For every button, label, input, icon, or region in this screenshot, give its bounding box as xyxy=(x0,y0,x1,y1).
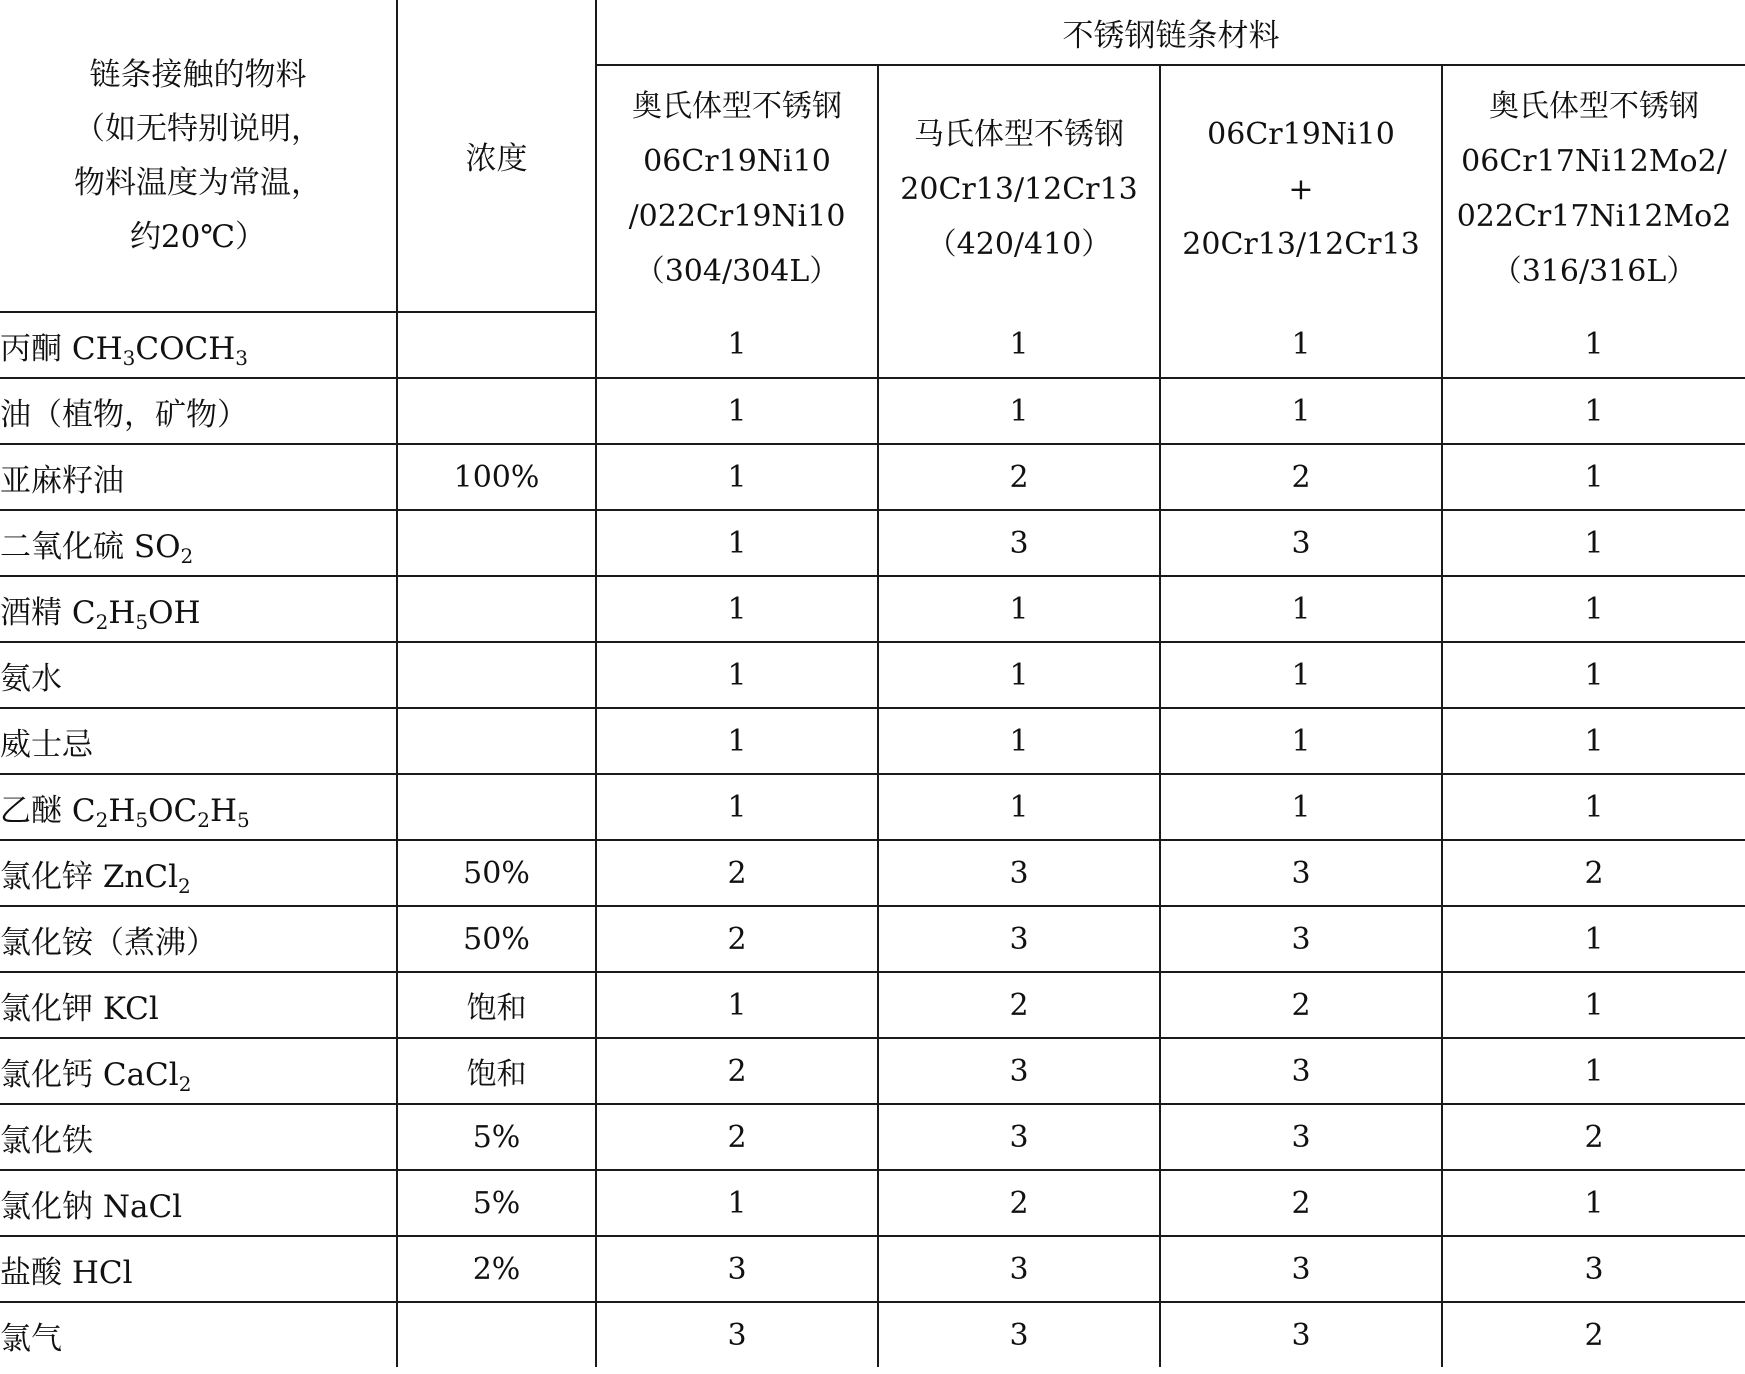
rating-cell: 2 xyxy=(1442,1302,1745,1367)
formula-subscript: 2 xyxy=(95,807,109,832)
rating-cell: 1 xyxy=(878,774,1160,840)
header-col-line: 06Cr17Ni12Mo2/ xyxy=(1461,144,1727,179)
rating-cell: 3 xyxy=(1160,1104,1442,1170)
material-text: 二氧化硫 SO xyxy=(0,528,181,565)
concentration-cell xyxy=(397,1302,596,1367)
header-col-line: 022Cr17Ni12Mo2 xyxy=(1456,199,1732,234)
material-cell xyxy=(0,510,397,576)
table-row xyxy=(0,1170,1745,1236)
rating-cell: 1 xyxy=(1442,1038,1745,1104)
rating-cell: 3 xyxy=(1442,1236,1745,1302)
material-text: OH xyxy=(148,594,201,631)
table-row xyxy=(0,1302,1745,1367)
rating-cell: 1 xyxy=(1442,444,1745,510)
rating-cell: 3 xyxy=(878,1236,1160,1302)
formula-subscript: 3 xyxy=(235,345,248,370)
rating-cell: 1 xyxy=(878,642,1160,708)
rating-cell: 1 xyxy=(1442,774,1745,840)
rating-cell: 3 xyxy=(1160,1302,1442,1367)
rating-cell: 1 xyxy=(1442,312,1745,378)
formula-subscript: 3 xyxy=(122,345,136,370)
material-cell xyxy=(0,1302,397,1367)
rating-cell: 3 xyxy=(1160,1236,1442,1302)
material-text: 油（植物，矿物） xyxy=(0,396,248,433)
rating-cell: 1 xyxy=(1160,708,1442,774)
table-row xyxy=(0,906,1745,972)
rating-cell: 1 xyxy=(1442,510,1745,576)
material-text: 威士忌 xyxy=(0,726,93,763)
table-row xyxy=(0,510,1745,576)
rating-cell: 2 xyxy=(1160,1170,1442,1236)
rating-cell: 1 xyxy=(1442,708,1745,774)
rating-cell: 3 xyxy=(878,1302,1160,1367)
rating-cell: 2 xyxy=(1160,444,1442,510)
material-cell xyxy=(0,1236,397,1302)
rating-cell: 2 xyxy=(878,972,1160,1038)
rating-cell: 1 xyxy=(1160,774,1442,840)
formula-subscript: 5 xyxy=(135,609,149,634)
rating-cell: 1 xyxy=(1442,642,1745,708)
header-col-line: /022Cr19Ni10 xyxy=(628,199,846,234)
rating-cell: 2 xyxy=(878,444,1160,510)
rating-cell: 1 xyxy=(1160,642,1442,708)
concentration-cell xyxy=(397,708,596,774)
material-text: 氯气 xyxy=(0,1320,62,1357)
concentration-cell: 2% xyxy=(397,1236,596,1302)
material-text: 氯化铵（煮沸） xyxy=(0,924,217,961)
formula-subscript: 2 xyxy=(180,543,194,568)
header-col-line: 06Cr19Ni10 xyxy=(643,144,831,179)
concentration-cell: 100% xyxy=(397,444,596,510)
rating-cell: 1 xyxy=(596,972,878,1038)
rating-cell: 1 xyxy=(1442,972,1745,1038)
header-stainless-group: 不锈钢链条材料 xyxy=(596,0,1745,65)
material-cell xyxy=(0,378,397,444)
rating-cell: 1 xyxy=(596,510,878,576)
table-row xyxy=(0,1038,1745,1104)
material-text: 亚麻籽油 xyxy=(0,462,124,499)
rating-cell: 3 xyxy=(596,1236,878,1302)
material-text: 氯化铁 xyxy=(0,1122,93,1159)
header-col-304 xyxy=(596,65,878,312)
rating-cell: 1 xyxy=(596,708,878,774)
rating-cell: 1 xyxy=(596,1170,878,1236)
concentration-cell xyxy=(397,378,596,444)
material-text: 酒精 C xyxy=(0,594,96,631)
rating-cell: 1 xyxy=(596,378,878,444)
rating-cell: 2 xyxy=(596,906,878,972)
rating-cell: 3 xyxy=(1160,1038,1442,1104)
table-row xyxy=(0,972,1745,1038)
concentration-cell xyxy=(397,510,596,576)
material-text: H xyxy=(108,594,136,631)
formula-subscript: 2 xyxy=(95,609,109,634)
rating-cell: 2 xyxy=(878,1170,1160,1236)
header-material-line: 约20℃） xyxy=(129,218,267,255)
material-text: 乙醚 C xyxy=(0,792,96,829)
concentration-cell xyxy=(397,312,596,378)
material-text: 氯化钾 KCl xyxy=(0,990,159,1027)
material-cell xyxy=(0,576,397,642)
material-cell xyxy=(0,1104,397,1170)
rating-cell: 1 xyxy=(878,312,1160,378)
formula-subscript: 2 xyxy=(178,873,191,898)
material-cell xyxy=(0,1170,397,1236)
table-row xyxy=(0,378,1745,444)
rating-cell: 2 xyxy=(1160,972,1442,1038)
rating-cell: 2 xyxy=(596,1038,878,1104)
header-material xyxy=(0,0,397,312)
material-text: 氯化锌 ZnCl xyxy=(0,858,178,895)
material-cell xyxy=(0,444,397,510)
material-cell xyxy=(0,840,397,906)
concentration-cell: 饱和 xyxy=(397,972,596,1038)
rating-cell: 3 xyxy=(878,510,1160,576)
rating-cell: 1 xyxy=(1160,378,1442,444)
material-cell xyxy=(0,1038,397,1104)
rating-cell: 1 xyxy=(1442,378,1745,444)
concentration-cell xyxy=(397,576,596,642)
material-cell xyxy=(0,774,397,840)
header-col-line: （304/304L） xyxy=(634,254,840,289)
material-cell xyxy=(0,312,397,378)
concentration-cell: 饱和 xyxy=(397,1038,596,1104)
concentration-cell xyxy=(397,642,596,708)
header-material-line: 链条接触的物料 xyxy=(89,56,307,93)
rating-cell: 3 xyxy=(1160,510,1442,576)
formula-subscript: 5 xyxy=(135,807,149,832)
header-material-line: 物料温度为常温， xyxy=(74,164,322,201)
rating-cell: 1 xyxy=(1442,906,1745,972)
formula-subscript: 5 xyxy=(237,807,250,832)
material-cell xyxy=(0,708,397,774)
header-col-420 xyxy=(878,65,1160,312)
material-text: 氯化钠 NaCl xyxy=(0,1188,183,1225)
material-text: 氯化钙 CaCl xyxy=(0,1056,179,1093)
header-concentration: 浓度 xyxy=(397,0,596,312)
material-text: 丙酮 CH xyxy=(0,330,123,367)
rating-cell: 3 xyxy=(878,840,1160,906)
rating-cell: 2 xyxy=(1442,1104,1745,1170)
rating-cell: 1 xyxy=(1160,312,1442,378)
table-row xyxy=(0,444,1745,510)
header-col-line: 奥氏体型不锈钢 xyxy=(632,89,842,124)
table-row xyxy=(0,312,1745,378)
concentration-cell: 5% xyxy=(397,1170,596,1236)
rating-cell: 3 xyxy=(878,906,1160,972)
table-row xyxy=(0,840,1745,906)
material-cell xyxy=(0,906,397,972)
rating-cell: 1 xyxy=(878,708,1160,774)
table-row xyxy=(0,1104,1745,1170)
header-col-line: 奥氏体型不锈钢 xyxy=(1489,89,1699,124)
rating-cell: 1 xyxy=(878,378,1160,444)
table-row xyxy=(0,774,1745,840)
material-cell xyxy=(0,972,397,1038)
concentration-cell: 50% xyxy=(397,840,596,906)
rating-cell: 3 xyxy=(1160,840,1442,906)
material-text: H xyxy=(108,792,136,829)
table-row xyxy=(0,576,1745,642)
concentration-cell xyxy=(397,774,596,840)
rating-cell: 3 xyxy=(596,1302,878,1367)
table-row xyxy=(0,642,1745,708)
rating-cell: 1 xyxy=(596,774,878,840)
table-body xyxy=(0,312,1745,1367)
rating-cell: 3 xyxy=(878,1104,1160,1170)
header-material-line: （如无特别说明， xyxy=(74,110,322,147)
rating-cell: 1 xyxy=(1160,576,1442,642)
table-row xyxy=(0,708,1745,774)
header-row-top xyxy=(0,0,1745,65)
formula-subscript: 2 xyxy=(197,807,210,832)
header-col-combined xyxy=(1160,65,1442,312)
material-text: 氨水 xyxy=(0,660,62,697)
material-text: OC xyxy=(148,792,198,829)
rating-cell: 2 xyxy=(1442,840,1745,906)
rating-cell: 2 xyxy=(596,1104,878,1170)
table-row xyxy=(0,1236,1745,1302)
header-col-line: 20Cr13/12Cr13 xyxy=(1182,226,1420,262)
header-col-316 xyxy=(1442,65,1745,312)
formula-subscript: 2 xyxy=(178,1071,192,1096)
rating-cell: 1 xyxy=(596,312,878,378)
material-text: 盐酸 HCl xyxy=(0,1254,133,1291)
rating-cell: 1 xyxy=(1442,576,1745,642)
concentration-cell: 50% xyxy=(397,906,596,972)
rating-cell: 1 xyxy=(596,642,878,708)
header-col-line: 06Cr19Ni10 xyxy=(1207,116,1395,152)
rating-cell: 2 xyxy=(596,840,878,906)
rating-cell: 1 xyxy=(878,576,1160,642)
concentration-cell: 5% xyxy=(397,1104,596,1170)
header-col-line: （316/316L） xyxy=(1491,254,1697,289)
rating-cell: 1 xyxy=(596,576,878,642)
header-col-line: 马氏体型不锈钢 xyxy=(914,116,1124,152)
material-cell xyxy=(0,642,397,708)
rating-cell: 3 xyxy=(878,1038,1160,1104)
rating-cell: 1 xyxy=(596,444,878,510)
header-col-line: + xyxy=(1288,171,1314,207)
rating-cell: 3 xyxy=(1160,906,1442,972)
rating-cell: 1 xyxy=(1442,1170,1745,1236)
header-col-line: （420/410） xyxy=(926,226,1112,262)
material-text: H xyxy=(209,792,238,829)
header-col-line: 20Cr13/12Cr13 xyxy=(900,171,1138,207)
material-text: COCH xyxy=(135,330,236,367)
